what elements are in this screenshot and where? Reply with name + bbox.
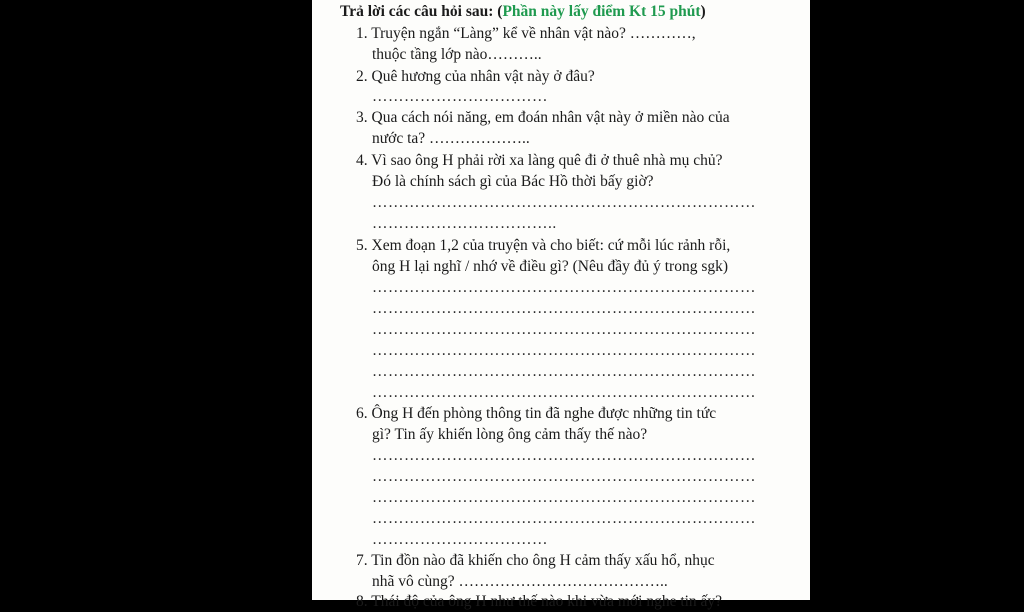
question-6-line-2: gì? Tin ấy khiến lòng ông cảm thấy thế nào? <box>372 426 648 443</box>
answer-line-q4-2[interactable]: …………………………….. <box>372 215 557 232</box>
question-4-line-1: 4. Vì sao ông H phải rời xa làng quê đi ở thuê nhà mụ chủ? <box>356 152 723 169</box>
question-5-line-2: ông H lại nghĩ / nhớ về điều gì? (Nêu đầy đủ ý trong sgk) <box>372 258 729 275</box>
answer-line-q6-3[interactable]: ……………………………………………………………… <box>372 489 756 506</box>
answer-line-q2[interactable]: …………………………… <box>372 88 548 105</box>
answer-line-q6-1[interactable]: ……………………………………………………………… <box>372 447 756 464</box>
question-7-line-2: nhã vô cùng? ………………………………….. <box>372 573 668 590</box>
question-5-line-1: 5. Xem đoạn 1,2 của truyện và cho biết: cứ mỗi lúc rảnh rỗi, <box>356 237 731 254</box>
answer-line-q5-5[interactable]: ……………………………………………………………… <box>372 363 756 380</box>
question-3-line-2: nước ta? ……………….. <box>372 130 530 147</box>
question-6-line-1: 6. Ông H đến phòng thông tin đã nghe được những tin tức <box>356 405 717 422</box>
question-3-line-1: 3. Qua cách nói năng, em đoán nhân vật này ở miền nào của <box>356 109 730 126</box>
answer-line-q6-4[interactable]: ……………………………………………………………… <box>372 510 756 527</box>
answer-line-q5-4[interactable]: ……………………………………………………………… <box>372 342 756 359</box>
answer-line-q5-2[interactable]: ……………………………………………………………… <box>372 300 756 317</box>
answer-line-q5-3[interactable]: ……………………………………………………………… <box>372 321 756 338</box>
answer-line-q6-5[interactable]: …………………………… <box>372 531 548 548</box>
question-2-line-1: 2. Quê hương của nhân vật này ở đâu? <box>356 68 595 85</box>
answer-line-q6-2[interactable]: ……………………………………………………………… <box>372 468 756 485</box>
question-4-line-2: Đó là chính sách gì của Bác Hồ thời bấy giờ? <box>372 173 654 190</box>
worksheet-heading <box>340 2 706 22</box>
heading-prefix: Trả lời các câu hỏi sau: ( <box>340 3 503 20</box>
question-7-line-1: 7. Tin đồn nào đã khiến cho ông H cảm thấy xấu hổ, nhục <box>356 552 715 569</box>
answer-line-q4-1[interactable]: ……………………………………………………………… <box>372 194 756 211</box>
question-1-line-1: 1. Truyện ngắn “Làng” kể về nhân vật nào? …………, <box>356 25 696 42</box>
heading-suffix: ) <box>700 3 706 20</box>
question-1-line-2: thuộc tầng lớp nào……….. <box>372 46 542 63</box>
answer-line-q5-6[interactable]: ……………………………………………………………… <box>372 384 756 401</box>
heading-highlight: Phần này lấy điểm Kt 15 phút <box>502 3 701 20</box>
worksheet-page <box>312 0 810 610</box>
question-8-line-1: 8. Thái độ của ông H như thế nào khi vừa mới nghe tin ấy? <box>356 593 723 610</box>
answer-line-q5-1[interactable]: ……………………………………………………………… <box>372 279 756 296</box>
